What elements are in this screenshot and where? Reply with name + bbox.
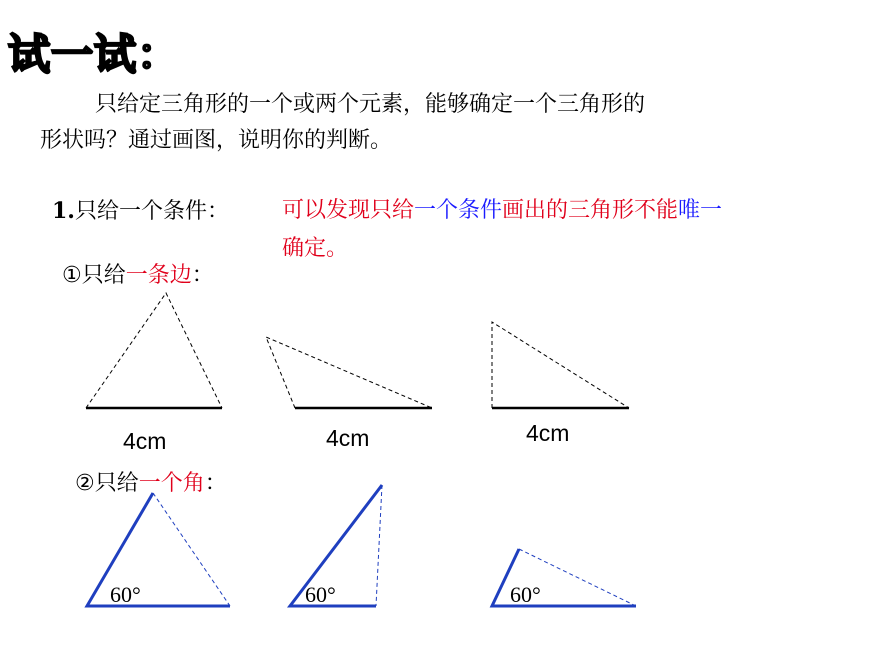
note-part-b: 一个条件 <box>414 198 503 223</box>
angle-case-highlight: 一个角 <box>138 471 205 496</box>
angle-label-1: 60° <box>110 582 141 607</box>
angle-label-2: 60° <box>305 582 336 607</box>
angle-triangle-1-solid <box>87 493 230 606</box>
angle-triangle-2 <box>290 485 382 606</box>
note-part-a: 可以发现只给 <box>282 198 415 223</box>
angle-triangle-1-dashed <box>153 493 230 606</box>
side-label-1: 4cm <box>123 428 167 454</box>
condition-number: 1. <box>52 198 75 224</box>
angle-triangle-2-solid <box>290 485 382 606</box>
note-part-d: 唯一 <box>678 198 723 223</box>
angle-case-prefix: ②只给 <box>75 471 139 496</box>
condition-label: 只给一个条件： <box>74 199 229 224</box>
side-label-3: 4cm <box>526 420 570 446</box>
conclusion-line-2: 确定。 <box>282 236 349 261</box>
note-part-c: 画出的三角形不能 <box>502 198 679 223</box>
side-label-2: 4cm <box>326 425 370 451</box>
angle-case-suffix: ： <box>204 471 227 496</box>
question-line-2: 形状吗？通过画图，说明你的判断。 <box>40 128 393 153</box>
angle-label-3: 60° <box>510 582 541 607</box>
angle-triangle-2-dashed <box>376 485 382 606</box>
side-case-suffix: ： <box>191 263 214 288</box>
side-case-prefix: ①只给 <box>62 263 126 288</box>
angle-triangle-1 <box>87 493 230 606</box>
side-case-highlight: 一条边 <box>125 263 192 288</box>
page-title: 试一试： <box>8 30 181 79</box>
question-line-1: 只给定三角形的一个或两个元素，能够确定一个三角形的 <box>95 92 646 117</box>
